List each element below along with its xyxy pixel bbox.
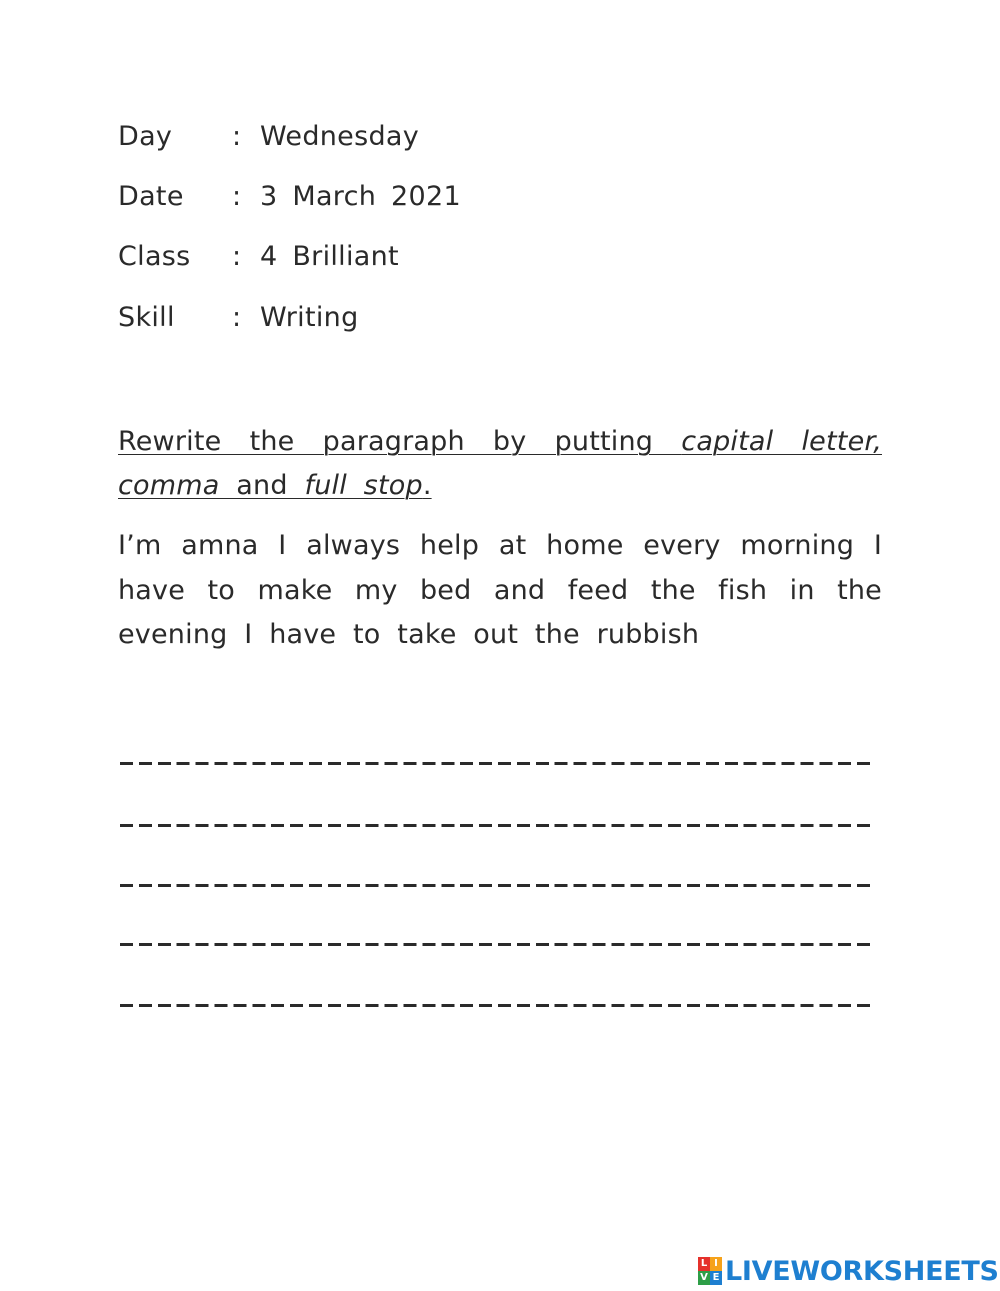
logo-badge-letter-l: L <box>698 1257 710 1271</box>
instruction-text <box>118 420 882 508</box>
date-value: 3 March 2021 <box>260 181 461 212</box>
instruction-part-2: and <box>219 470 305 501</box>
date-label: Date <box>118 181 184 212</box>
instruction-emphasis-1: capital letter, comma <box>118 426 882 501</box>
skill-label: Skill <box>118 302 175 333</box>
liveworksheets-logo <box>698 1254 999 1288</box>
answer-line-5[interactable] <box>120 1004 876 1007</box>
class-colon: : <box>232 241 242 272</box>
answer-line-4[interactable] <box>120 943 876 946</box>
logo-badge-letter-e: E <box>710 1271 722 1285</box>
day-colon: : <box>232 121 242 152</box>
skill-colon: : <box>232 302 242 333</box>
class-value: 4 Brilliant <box>260 241 399 272</box>
answer-line-1[interactable] <box>120 762 876 765</box>
day-value: Wednesday <box>260 121 420 152</box>
paragraph-text <box>118 524 882 658</box>
day-label: Day <box>118 121 173 152</box>
logo-badge-icon <box>698 1257 722 1285</box>
logo-badge-letter-v: V <box>698 1271 710 1285</box>
date-colon: : <box>232 181 242 212</box>
logo-text: LIVEWORKSHEETS <box>725 1255 999 1287</box>
paragraph-line-1: I’m amna I always help at home every morning I <box>118 530 882 561</box>
logo-badge-letter-i: I <box>710 1257 722 1271</box>
instruction-part-1: Rewrite the paragraph by putting <box>118 426 682 457</box>
instruction-emphasis-2: full stop <box>304 470 423 501</box>
class-label: Class <box>118 241 191 272</box>
answer-line-3[interactable] <box>120 884 876 887</box>
answer-line-2[interactable] <box>120 824 876 827</box>
instruction-part-3: . <box>422 470 432 501</box>
paragraph-line-3: evening I have to take out the rubbish <box>118 619 700 650</box>
paragraph-line-2: have to make my bed and feed the fish in the <box>118 574 882 606</box>
skill-value: Writing <box>260 302 359 333</box>
